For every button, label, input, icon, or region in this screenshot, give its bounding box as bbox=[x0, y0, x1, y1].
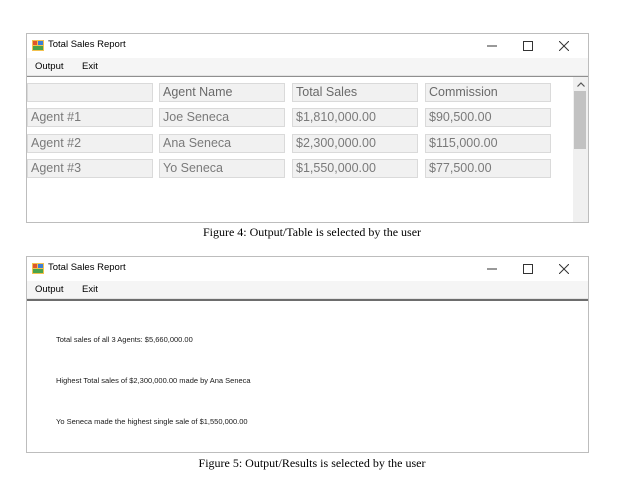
table-cell[interactable]: $77,500.00 bbox=[425, 159, 551, 178]
results-window bbox=[26, 256, 589, 453]
window-title: Total Sales Report bbox=[48, 262, 126, 273]
table-cell[interactable]: Joe Seneca bbox=[159, 108, 285, 127]
app-icon bbox=[32, 40, 44, 51]
menu-bar bbox=[27, 281, 588, 299]
row-header-agent-2[interactable]: Agent #2 bbox=[27, 134, 153, 153]
app-icon bbox=[32, 263, 44, 274]
scroll-up-button[interactable] bbox=[573, 78, 588, 90]
minimize-button[interactable] bbox=[474, 257, 510, 281]
menu-exit[interactable]: Exit bbox=[82, 61, 98, 72]
menu-output[interactable]: Output bbox=[35, 284, 64, 295]
table-client-area bbox=[27, 76, 588, 222]
menu-output[interactable]: Output bbox=[35, 61, 64, 72]
minimize-icon bbox=[487, 264, 497, 274]
menu-exit[interactable]: Exit bbox=[82, 284, 98, 295]
table-cell[interactable]: $2,300,000.00 bbox=[292, 134, 418, 153]
table-cell[interactable]: $1,810,000.00 bbox=[292, 108, 418, 127]
row-header-agent-3[interactable]: Agent #3 bbox=[27, 159, 153, 178]
menu-bar bbox=[27, 58, 588, 76]
table-window bbox=[26, 33, 589, 223]
vertical-scrollbar[interactable] bbox=[573, 77, 588, 222]
results-client-area bbox=[27, 299, 588, 452]
table-cell[interactable]: Ana Seneca bbox=[159, 134, 285, 153]
table-cell[interactable]: $90,500.00 bbox=[425, 108, 551, 127]
maximize-button[interactable] bbox=[510, 257, 546, 281]
table-cell[interactable]: Yo Seneca bbox=[159, 159, 285, 178]
minimize-button[interactable] bbox=[474, 34, 510, 58]
close-icon bbox=[559, 264, 569, 274]
header-commission[interactable]: Commission bbox=[425, 83, 551, 102]
chevron-up-icon bbox=[577, 82, 585, 87]
close-icon bbox=[559, 41, 569, 51]
figure-5-caption: Figure 5: Output/Results is selected by the user bbox=[198, 456, 426, 470]
row-header-agent-1[interactable]: Agent #1 bbox=[27, 108, 153, 127]
table-cell[interactable]: $1,550,000.00 bbox=[292, 159, 418, 178]
table-corner-cell[interactable] bbox=[27, 83, 153, 102]
maximize-icon bbox=[523, 264, 533, 274]
figure-4-caption: Figure 4: Output/Table is selected by the user bbox=[202, 225, 422, 239]
maximize-icon bbox=[523, 41, 533, 51]
highest-total-label: Highest Total sales of $2,300,000.00 made by Ana Seneca bbox=[56, 376, 251, 385]
close-button[interactable] bbox=[546, 34, 582, 58]
total-sales-label: Total sales of all 3 Agents: $5,660,000.00 bbox=[56, 335, 193, 344]
title-bar[interactable] bbox=[27, 257, 588, 281]
scroll-thumb[interactable] bbox=[574, 91, 586, 149]
minimize-icon bbox=[487, 41, 497, 51]
header-total-sales[interactable]: Total Sales bbox=[292, 83, 418, 102]
table-cell[interactable]: $115,000.00 bbox=[425, 134, 551, 153]
highest-single-sale-label: Yo Seneca made the highest single sale of $1,550,000.00 bbox=[56, 417, 248, 426]
close-button[interactable] bbox=[546, 257, 582, 281]
window-title: Total Sales Report bbox=[48, 39, 126, 50]
header-agent-name[interactable]: Agent Name bbox=[159, 83, 285, 102]
maximize-button[interactable] bbox=[510, 34, 546, 58]
title-bar[interactable] bbox=[27, 34, 588, 58]
